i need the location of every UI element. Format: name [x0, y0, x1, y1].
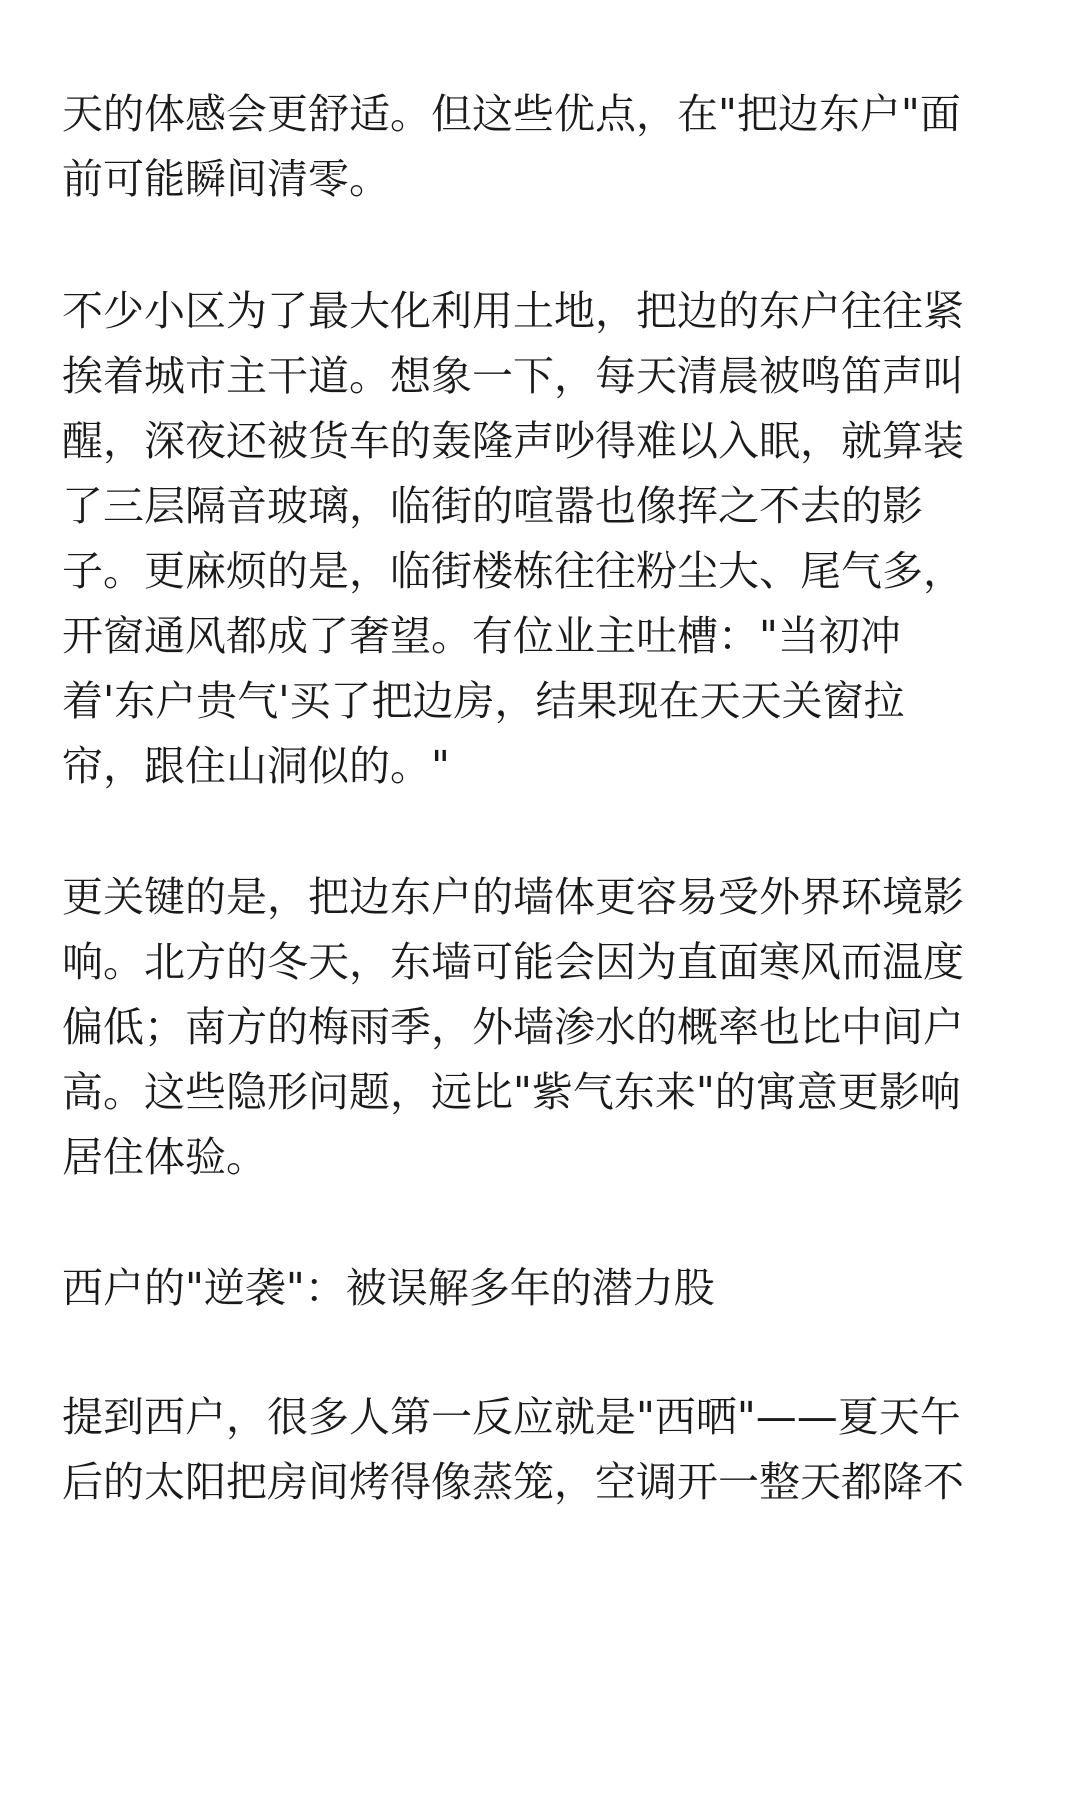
paragraph	[62, 1385, 1030, 1515]
text-line: 开窗通风都成了奢望。有位业主吐槽："当初冲	[62, 612, 901, 660]
text-line: 后的太阳把房间烤得像蒸笼，空调开一整天都降不	[62, 1458, 964, 1506]
paragraph	[62, 865, 1030, 1190]
text-line: 居住体验。	[62, 1133, 267, 1181]
paragraph	[62, 279, 1030, 799]
text-line: 不少小区为了最大化利用土地，把边的东户往往紧	[62, 287, 964, 335]
section-heading	[62, 1256, 1030, 1321]
text-line: 挨着城市主干道。想象一下，每天清晨被鸣笛声叫	[62, 352, 964, 400]
text-line: 天的体感会更舒适。但这些优点，在"把边东户"面	[62, 90, 961, 138]
text-line: 了三层隔音玻璃，临街的喧嚣也像挥之不去的影	[62, 482, 923, 530]
text-line: 更关键的是，把边东户的墙体更容易受外界环境影	[62, 873, 964, 921]
text-line: 响。北方的冬天，东墙可能会因为直面寒风而温度	[62, 938, 964, 986]
text-line: 帘，跟住山洞似的。"	[62, 742, 450, 790]
text-line: 着'东户贵气'买了把边房，结果现在天天关窗拉	[62, 677, 905, 725]
text-line: 偏低；南方的梅雨季，外墙渗水的概率也比中间户	[62, 1003, 964, 1051]
text-line: 子。更麻烦的是，临街楼栋往往粉尘大、尾气多，	[62, 547, 964, 595]
paragraph	[62, 82, 1030, 212]
text-line: 高。这些隐形问题，远比"紫气东来"的寓意更影响	[62, 1068, 961, 1116]
text-line: 前可能瞬间清零。	[62, 155, 390, 203]
heading-text: 西户的"逆袭"：被误解多年的潜力股	[62, 1264, 715, 1312]
text-line: 提到西户，很多人第一反应就是"西晒"——夏天午	[62, 1393, 961, 1441]
text-line: 醒，深夜还被货车的轰隆声吵得难以入眠，就算装	[62, 417, 964, 465]
